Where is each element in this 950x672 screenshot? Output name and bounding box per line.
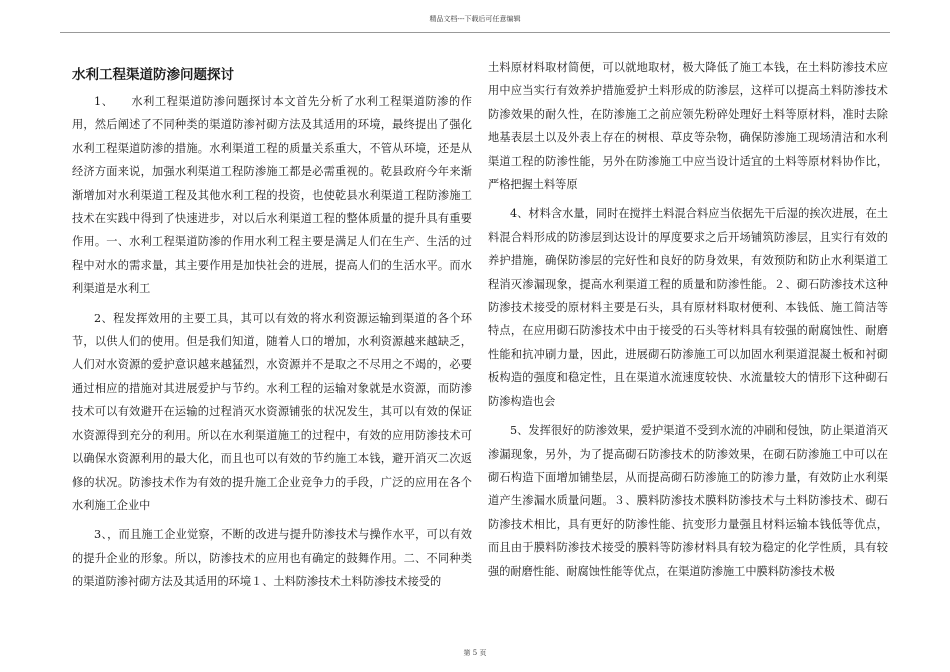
paragraph: 5、发挥很好的防渗效果，爱护渠道不受到水流的冲刷和侵蚀，防止渠道消灭渗漏现象，另外，为了提高砌石防渗技术的防渗效果，在砌石防渗施工中可以在砌石构造下面增加铺垫层，从而提高砌石防渗施工的防渗力量，有效防止水利渠道产生渗漏水质量问题。３、膜料防渗技术膜料防渗技术与土料防渗技术、砌石防渗技术相比，具有更好的防渗性能、抗变形力量强且材料运输本钱低等优点，而且由于膜料防渗技术接受的膜料等防渗材料具有较为稳定的化学性质，具有较强的耐磨性能、耐腐蚀性能等优点，在渠道防渗施工中膜料防渗技术极 [488,424,888,578]
paragraph: 4、材料含水量，同时在搅拌土料混合料应当依据先干后湿的挨次进展，在土料混合料形成的防渗层到达设计的厚度要求之后开场铺筑防渗层，且实行有效的养护措施，确保防渗层的完好性和良好的防身效果，有效预防和防止水利渠道工程消灭渗漏现象，提高水利渠道工程的质量和防渗性能。２、砌石防渗技术这种防渗技术接受的原材料主要是石头，具有原材料取材便利、本钱低、施工简洁等特点，在应用砌石防渗技术中由于接受的石头等材料具有较强的耐腐蚀性、耐磨性能和抗冲刷力量，因此，进展砌石防渗施工可以加固水利渠道混凝土板和衬砌板构造的强度和稳定性，且在渠道水流速度较快、水流量较大的情形下这种砌石防渗构造也会 [488,207,888,408]
paragraph: 土料原材料取材简便，可以就地取材，极大降低了施工本钱，在土料防渗技术应用中应当实行有效养护措施爱护土料形成的防渗层，这样可以提高土料防渗技术防渗效果的耐久性，在防渗施工之前应领先粉碎处理好土料等原材料，准时去除地基表层土以及外表上存在的树根、草皮等杂物，确保防渗施工现场清洁和水利渠道工程的防渗性能，另外在防渗施工中应当设计适宜的土料等原材料协作比，严格把握土料等原 [488,61,888,192]
paragraph: 2、程发挥效用的主要工具，其可以有效的将水利资源运输到渠道的各个环节，以供人们的使用。但是我们知道，随着人口的增加，水利资源越来越缺乏，人们对水资源的爱护意识越来越猛烈，水资源并不是取之不尽用之不竭的，必要通过相应的措施对其进展爱护与节约。水利工程的运输对象就是水资源，而防渗技术可以有效避开在运输的过程消灭水资源铺张的状况发生，其可以有效的保证水资源得到充分的利用。所以在水利渠道施工的过程中，有效的应用防渗技术可以确保水资源利用的最大化，而且也可以有效的节约施工本钱，避开消灭二次返修的状况。防渗技术作为有效的提升施工企业竞争力的手段，广泛的应用在各个水利施工企业中 [72,311,472,512]
left-column [72,56,472,600]
paragraph: 3、，而且施工企业觉察，不断的改进与提升防渗技术与操作水平，可以有效的提升企业的形象。所以，防渗技术的应用也有确定的鼓舞作用。二、不同种类的渠道防渗衬砌方法及其适用的环境１、土料防渗技术土料防渗技术接受的 [72,528,472,589]
header-divider [60,32,890,33]
right-column [488,56,888,589]
document-title: 水利工程渠道防渗问题探讨 [72,67,234,83]
page-number: 第 5 页 [463,649,487,657]
paragraph: 1、 水利工程渠道防渗问题探讨本文首先分析了水利工程渠道防渗的作用，然后阐述了不同种类的渠道防渗衬砌方法及其适用的环境，最终提出了强化水利工程渠道防渗的措施。水利渠道工程的质量关系重大，不管从环境，还是从经济方面来说，加强水利渠道工程防渗施工都是必需重视的。乾县政府今年来渐渐增加对水利渠道工程及其他水利工程的投资，也使乾县水利渠道工程防渗施工技术在实践中得到了快速进步，对以后水利渠道工程的整体质量的提升具有重要作用。一、水利工程渠道防渗的作用水利工程主要是满足人们在生产、生活的过程中对水的需求量，其主要作用是加快社会的进展，提高人们的生活水平。而水利渠道是水利工 [72,95,472,296]
header-note: 精品文档---下载后可任意编辑 [429,15,521,23]
